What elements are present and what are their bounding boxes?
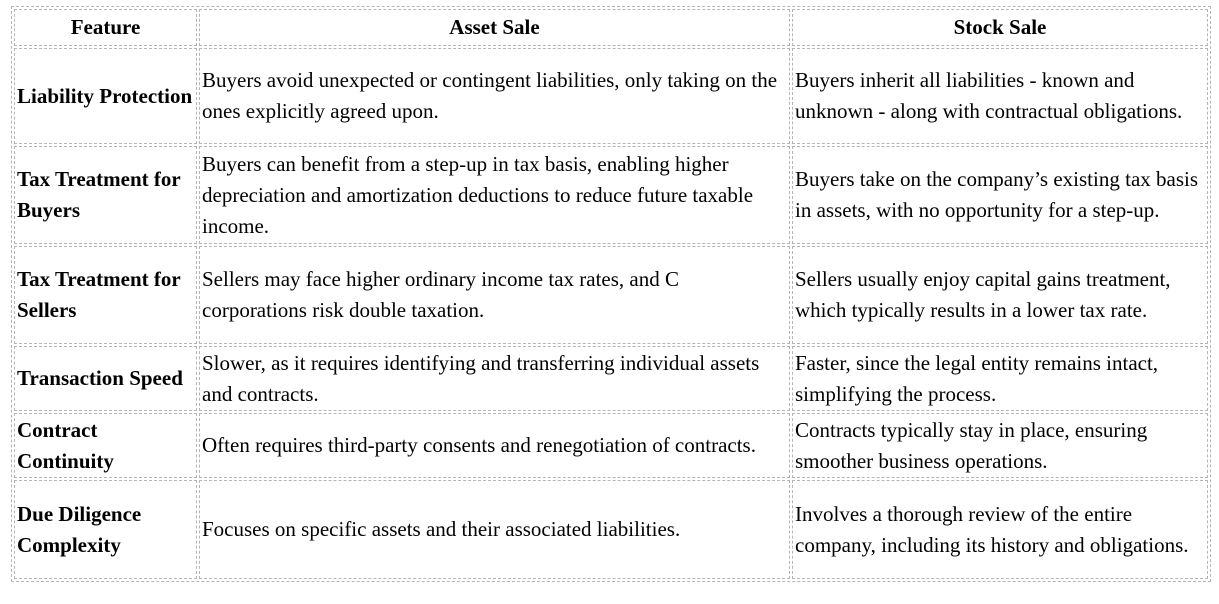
feature-cell: Contract Continuity: [14, 413, 197, 478]
feature-cell: Due Diligence Complexity: [14, 480, 197, 579]
table-row-tax-treatment-buyers: [14, 146, 1208, 244]
stock-sale-cell: Sellers usually enjoy capital gains treatment, which typically results in a lower tax rate.: [792, 246, 1208, 344]
stock-sale-cell: Faster, since the legal entity remains intact, simplifying the process.: [792, 346, 1208, 411]
stock-sale-cell: Contracts typically stay in place, ensuring smoother business operations.: [792, 413, 1208, 478]
table-row-tax-treatment-sellers: [14, 246, 1208, 344]
stock-sale-cell: Buyers take on the company’s existing tax basis in assets, with no opportunity for a step-up.: [792, 146, 1208, 244]
asset-sale-cell: Often requires third-party consents and renegotiation of contracts.: [199, 413, 790, 478]
header-row: [14, 9, 1208, 46]
feature-cell: Liability Protection: [14, 48, 197, 144]
asset-sale-cell: Focuses on specific assets and their associated liabilities.: [199, 480, 790, 579]
table-row-contract-continuity: [14, 413, 1208, 478]
feature-cell: Tax Treatment for Buyers: [14, 146, 197, 244]
asset-vs-stock-sale-comparison-table: [11, 6, 1211, 582]
header-asset-sale: Asset Sale: [199, 9, 790, 46]
asset-sale-cell: Slower, as it requires identifying and transferring individual assets and contracts.: [199, 346, 790, 411]
asset-sale-cell: Buyers avoid unexpected or contingent liabilities, only taking on the ones explicitly agreed upon.: [199, 48, 790, 144]
table-row-liability-protection: [14, 48, 1208, 144]
table-row-transaction-speed: [14, 346, 1208, 411]
asset-sale-cell: Buyers can benefit from a step-up in tax basis, enabling higher depreciation and amortization deductions to reduce future taxable income.: [199, 146, 790, 244]
asset-sale-cell: Sellers may face higher ordinary income tax rates, and C corporations risk double taxation.: [199, 246, 790, 344]
feature-cell: Tax Treatment for Sellers: [14, 246, 197, 344]
stock-sale-cell: Involves a thorough review of the entire company, including its history and obligations.: [792, 480, 1208, 579]
stock-sale-cell: Buyers inherit all liabilities - known and unknown - along with contractual obligations.: [792, 48, 1208, 144]
header-feature: Feature: [14, 9, 197, 46]
header-stock-sale: Stock Sale: [792, 9, 1208, 46]
table-row-due-diligence-complexity: [14, 480, 1208, 579]
feature-cell: Transaction Speed: [14, 346, 197, 411]
